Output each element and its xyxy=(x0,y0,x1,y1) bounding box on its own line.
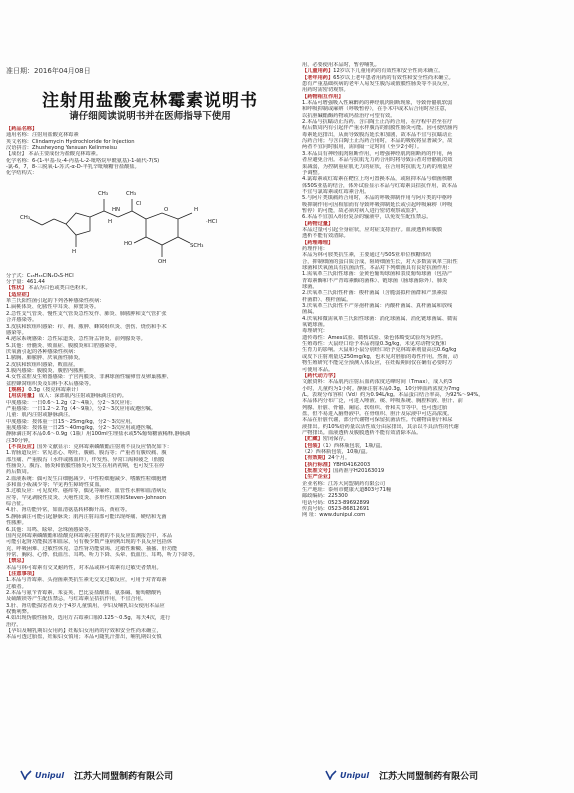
section-text: 国外文献显示：克林霉素磷酸酯注射剂不良反应情况如下： xyxy=(37,444,173,451)
logo-mark-icon-right xyxy=(325,770,337,780)
text-line: 4.女性盆腔及生殖器感染：子宫内膜炎、非淋球菌性输卵管及卵巢脓肿、 xyxy=(6,374,172,381)
text-line: 3.厌氧革兰氏阳性不产芽孢杆菌属：丙酸杆菌属、真杆菌属和放线 xyxy=(302,303,453,310)
text-line: 4.氯霉素或红霉素在靶位上均可置换本品，或阻抑本品与细菌核糖 xyxy=(302,176,453,183)
label-oh: OH xyxy=(158,258,167,265)
text-line: 儿童：肌内注射或静脉滴注。 xyxy=(6,412,74,419)
text-line: 4.肝、肾功能异常，如血清氨基转移酶升高、黄疸等。 xyxy=(6,507,131,514)
text-line: 1.胃肠道反应：常见恶心、呕吐、腹痛、腹泻等；严重者有腹绞痛、腹 xyxy=(6,450,167,457)
text-line: 1.需氧革兰氏阳性球菌：金黄色葡萄球菌和表皮葡萄球菌（包括产 xyxy=(302,271,453,278)
text-line: 3.肝、肾功能损害者及小于4岁儿童慎用，孕妇及哺乳妇女使用本品应 xyxy=(6,602,165,609)
company-name-right: 江苏大同盟制药有限公司 xyxy=(379,771,479,782)
text-line: 生产地址：泰州市健康大道803号71幢 xyxy=(302,487,392,494)
label-ch3-b: CH₃ xyxy=(126,190,136,197)
text-line: 英文名称：Clindamycin Hydrochloride for Injection xyxy=(6,138,135,145)
text-line: 遗传毒性：Ames试验、微核试验、染色体畸变试验均为阴性。 xyxy=(302,334,447,341)
text-line: 4.如出现伪膜性肠炎，选用万古霉素口服0.125～0.5g，每天4次，进行 xyxy=(6,615,171,622)
text-line: 液排出。约10%给药量以活性成分由尿排出，其余以不具活性的代谢 xyxy=(302,423,459,430)
section-heading: 【用法用量】 xyxy=(6,393,38,400)
text-line: 生殖毒性：大鼠经口给予本品剂量0.3g/kg，未见对动物交配和 xyxy=(302,341,447,348)
text-line: 果减弱，为控制重症肌无力的症状，在合用时抗肌无力药的剂量应 xyxy=(302,163,453,170)
text-line: 化学名称：6-(1-甲基-反-4-丙基-L-2-吡咯烷甲酰氨基)-1-硫代-7(S) xyxy=(6,157,160,164)
text-line: 菌属。 xyxy=(302,309,318,316)
text-line: 及硫酸镁等产生配伍禁忌，与红霉素呈拮抗作用，不宜合用。 xyxy=(6,596,147,603)
text-line: 网 址：www.dunipul.com xyxy=(302,512,366,519)
text-line: 中度感染：按体重一日15～25mg/kg，分2～3次应用。 xyxy=(6,418,136,425)
text-line: 两者不宜同时服用，需间隔一定时间（至少2小时）。 xyxy=(302,144,423,151)
text-line: 程后数周内有引起伴严重水样腹泻的假膜性肠炎可能。因可使结肠内 xyxy=(302,125,458,132)
section-heading: 【有效期】 xyxy=(302,455,328,462)
document-subtitle: 请仔细阅读说明书并在医师指导下使用 xyxy=(69,111,231,122)
text-line: 4.泌尿系统感染：急性尿道炎、急性肾盂肾炎、前列腺炎等。 xyxy=(6,336,146,343)
section-heading: 【药品名称】 xyxy=(6,126,38,132)
text-line: 物生殖研究不能完全预测人体反应，在妊娠期间仅在确有必要时方 xyxy=(302,360,453,367)
text-line: 体50S亚基的结合，体外试验显示本品与红霉素具拮抗作用，故本品 xyxy=(302,182,458,189)
text-line: 3.本品具有神经肌肉阻断作用，可增强神经肌肉阻断药的作用，两 xyxy=(302,150,453,157)
text-line: 患有严重基础疾病的老年人易发生腹泻或假膜性肠炎等不良反应， xyxy=(302,81,453,88)
text-line: 3.过敏反应：可见皮疹、瘙痒等，偶见荨麻疹、血管性水肿和血清病反 xyxy=(6,488,167,495)
text-line: 电话号码：0523-89692899 xyxy=(302,499,370,506)
company-name-left: 江苏大同盟制药有限公司 xyxy=(74,771,174,782)
text-line: 不宜与氯霉素或红霉素合用。 xyxy=(302,188,370,195)
label-h: H xyxy=(108,218,113,225)
text-line: 合，抑制细菌的蛋白质合成，阻碍细菌生长，对大多数需氧革兰阳性 xyxy=(302,258,458,265)
text-line: 杆菌群）、梭杆菌属。 xyxy=(302,296,352,303)
right-section xyxy=(302,62,570,519)
left-column xyxy=(6,126,296,641)
text-line: 盘，但不易进入脑脊液中。在骨组织、胆汁及尿液中可达高浓度。 xyxy=(302,410,453,417)
text-line: 治疗。 xyxy=(6,621,22,628)
text-line: 本品在肝脏代谢，部分代谢物可保留抗菌活性。代谢物由胆汁和尿 xyxy=(302,417,453,424)
text-line: 产物排出。血液透析及腹膜透析不能有效清除本品。 xyxy=(302,429,422,436)
text-line: 【成份】 本品主要成份为盐酸克林霉素。 xyxy=(6,151,102,158)
label-hcl: ·HCl xyxy=(206,218,218,225)
text-line: 文献资料：本品肌内注射后血药浓度达峰时间（Tmax），成人约3 xyxy=(302,379,453,386)
text-line: 权衡利弊。 xyxy=(6,608,32,615)
text-line: 邮政编码：225300 xyxy=(302,493,348,500)
text-line: 和呼吸抑制或麻痹（呼吸暂停），在手术中或术后合用时应注意， xyxy=(302,106,450,113)
text-line: 4.厌氧和微需氧革兰氏阳性球菌：消化球菌属、消化链球菌属、微需 xyxy=(302,315,458,322)
text-line: 合并感染等。 xyxy=(6,317,38,324)
text-line: 5.其他：骨髓炎、败血症、腹膜炎和口腔感染等。 xyxy=(6,342,120,349)
section-heading: 【药物过量】 xyxy=(302,220,334,227)
section-heading: 【注意事项】 xyxy=(6,570,38,577)
section-heading: 【药理毒理】 xyxy=(302,239,334,246)
text-line: 通用名称：注射用盐酸克林霉素 xyxy=(6,132,79,139)
section-text: YBH04162003 xyxy=(333,461,371,468)
text-line: 部压痛、严重腹泻（水样或脓血样），伴发热、异常口渴和疲乏（假膜 xyxy=(6,456,165,463)
section-heading: 【适应症】 xyxy=(6,291,32,298)
text-line: 企业名称：江苏大同盟制药有限公司 xyxy=(302,480,386,487)
text-line: 异常、胸闷、心悸、低血压、耳鸣、听力下降、头晕、低血压、耳鸣，听力下降等。 xyxy=(6,551,198,558)
text-line: 本品可透过胎盘，妊娠妇女慎用；本品可随乳汁排出，哺乳期妇女慎 xyxy=(6,634,162,641)
text-line: 1.扁桃体炎、化脓性中耳炎、鼻窦炎等。 xyxy=(6,304,100,311)
text-line: 列腺、肝脏、骨骼、阑尾、软组织、骨和关节等中，也可透过胎 xyxy=(302,404,448,411)
logo-text: Unipul xyxy=(35,770,65,780)
text-line: 汉语拼音：Zhusheyong Yansuan Kelinmeisu xyxy=(6,145,117,152)
text-line: 1.脓胸、肺脓肿、厌氧菌性肺炎。 xyxy=(6,355,84,362)
text-line: 中度感染：一日0.6～1.2g（2～4瓶），分2～3次应用； xyxy=(6,399,135,406)
section-text: 本品为白色或类白色粉末。 xyxy=(26,285,91,292)
footer-right xyxy=(325,767,565,783)
text-line: 可能引起肾功能损害和血尿，另有极少数严重病例出现的不良反应包括休 xyxy=(6,539,173,546)
text-line: 青霉素酶和不产青霉素酶的菌株）、链球菌（肠球菌除外）、肺炎 xyxy=(302,277,448,284)
section-text: 国药准字H20163019 xyxy=(333,468,385,474)
section-heading: 【规格】 xyxy=(6,386,27,393)
text-line: 应等，罕见剥脱性皮炎、大疱性皮炎、多形性红斑和Steven-Johnson xyxy=(6,494,166,501)
text-line: 6.本品不宜加入组份复杂的输液中，以免发生配伍禁忌。 xyxy=(302,214,432,221)
section-heading: 【性状】 xyxy=(6,285,27,292)
chemical-structure xyxy=(6,179,296,271)
text-line: 3.皮肤和软组织感染：疖、痈、脓肿、蜂窝组织炎、创伤、烧伤和手术 xyxy=(6,323,167,330)
text-line: 静脉滴注时本品0.6～0.9g（1瓶）用100ml生理盐水或5%葡萄糖液稀释,静脉滴 xyxy=(6,431,191,438)
left-section-a xyxy=(6,126,296,170)
section-text: 0.3g（按克林霉素计） xyxy=(26,386,82,393)
text-line: 厌氧菌引起的各种感染性疾病： xyxy=(6,348,79,355)
company-logo xyxy=(20,770,64,780)
label-ho: HO xyxy=(124,240,133,247)
text-line: 注30分钟。 xyxy=(6,437,34,444)
section-text: 12岁以下儿童用药的有效性和安全性尚未确立。 xyxy=(333,68,444,75)
section-text: 65岁以上老年患者用药的有效性和安全性尚未确立。 xyxy=(333,74,454,81)
label-ch3-a: CH₃ xyxy=(98,190,108,197)
structure-caption: 化学结构式： xyxy=(6,170,38,177)
text-line: 感染等。 xyxy=(6,329,27,336)
text-line: 5.与阿片类镇痛药合用时，本品的呼吸抑制作用与阿片类的中枢呼 xyxy=(302,195,453,202)
text-line: （2）西林瓶包装，10瓶/盒。 xyxy=(302,448,371,455)
text-line: 本品体内分布广泛，可进入唾液、痰、呼吸系统、胸腔积液、胆汁、前 xyxy=(302,398,463,405)
document-title: 注射用盐酸克林霉素说明书 xyxy=(42,91,258,111)
text-line: 药理作用： xyxy=(302,245,328,252)
text-line: 综合征。 xyxy=(6,501,27,508)
text-line: 分子式：C₁₈H₃₃ClN₂O₅S·HCl xyxy=(6,272,74,279)
text-line: 2.血液系统：偶可发生白细胞减少、中性粒细胞减少、嗜酸性粒细胞增 xyxy=(6,475,167,482)
text-line: 【孕妇及哺乳期妇女用药】妊娠妇女用药的疗效和安全性尚未确立， xyxy=(6,628,162,634)
section-heading: 【儿童用药】 xyxy=(302,68,334,75)
text-line: 1.本品可增强吸入性麻醉药的神经肌肉阻断现象，导致骨骼肌软弱 xyxy=(302,100,453,107)
label-sch3: SCH₃ xyxy=(190,242,204,249)
text-line: 药后数周。 xyxy=(6,469,32,476)
text-line: 国内克林霉素磷酸酯和盐酸克林霉素注射剂的不良反应监测报告中，本品 xyxy=(6,532,173,539)
section-text: （1）西林瓶包装，1瓶/盒。 xyxy=(322,442,386,449)
text-line: 过敏者。 xyxy=(6,583,27,590)
text-line: 2.本品与氨苄青霉素、苯妥英、巴比妥盐酸盐、氨茶碱、葡萄糖酸钙 xyxy=(6,589,162,596)
section-text: 密闭保存。 xyxy=(322,436,349,443)
text-line: 用，必要使用本品时，暂停哺乳。 xyxy=(302,62,380,68)
section-heading: 【贮藏】 xyxy=(302,436,323,443)
label-ch3-c: CH₃ xyxy=(20,214,30,221)
left-section-b xyxy=(6,273,296,641)
text-line: 可使用本品。 xyxy=(302,366,334,373)
label-o: O xyxy=(164,206,169,213)
section-heading: 【包装】 xyxy=(302,442,323,449)
text-line: 多和血小板减少等；罕见再生障碍性贫血。 xyxy=(6,482,105,489)
text-line: 3.腹内感染：腹膜炎、腹腔内脓肿。 xyxy=(6,367,89,374)
section-heading: 【执行标准】 xyxy=(302,461,334,468)
company-logo-right xyxy=(325,770,369,780)
text-line: 5.静脉滴注可能引起静脉炎；肌内注射局部可能出现疼痛、硬结和无菌 xyxy=(6,513,167,520)
text-line: 2.本品与抗蠕动止泻药、含白陶土止泻药合用，在疗程中甚至在疗 xyxy=(302,119,453,126)
section-heading: 【生产企业】 xyxy=(302,474,334,481)
text-line: 泻药合用；与含白陶土止泻药合用时，本品的吸收将显著减少，故 xyxy=(302,138,453,145)
text-line: 本品过量可引起全身症状，应对症支持治疗。血液透析和腹膜 xyxy=(302,226,443,233)
text-line: 2.急性支气管炎、慢性支气管炎急性发作、肺炎、肺脓肿和支气管扩张 xyxy=(6,310,167,317)
text-line: 本品为林可胺类抗生素，主要通过与50S亚单位核糖体结 xyxy=(302,252,432,259)
text-line: 克、呼吸困难、过敏性休克、急性肾功能衰竭、过敏性紫癜、抽搐、肝功能 xyxy=(6,545,178,552)
text-line: 性肠炎）。腹泻、肠炎和假膜性肠炎可发生在用药初期，也可发生在停 xyxy=(6,463,165,470)
text-line: 予调整。 xyxy=(302,169,323,176)
text-line: 严重感染：一日1.2～2.7g（4～9瓶），分2～3次应用或遵医嘱。 xyxy=(6,405,156,412)
text-line: 球菌。 xyxy=(302,284,318,291)
text-line: 性脓肿。 xyxy=(6,520,27,527)
text-line: 传真号码：0523-86812691 xyxy=(302,506,370,513)
text-line: 毒理研究： xyxy=(302,328,328,335)
section-heading: 【老年用药】 xyxy=(302,74,334,81)
structure-diagram xyxy=(6,179,296,271)
right-column xyxy=(302,62,570,519)
text-line: -氯-6，7，8-三脱氧-L-苏式-α-D-半乳辛吡喃糖苷盐酸盐。 xyxy=(6,164,140,171)
text-line: 重度感染：按体重一日25～40mg/kg，分2～3次应用或遵医嘱。 xyxy=(6,425,157,431)
label-cl: Cl xyxy=(136,200,142,207)
text-line: 小时，儿童约为1小时。静脉注射本品0.3g，10分钟血药浓度为7mg xyxy=(302,385,460,392)
text-line: 盆腔蜂窝组织炎及妇科手术后感染等。 xyxy=(6,380,95,387)
logo-mark-icon xyxy=(20,770,32,780)
footer-left xyxy=(20,767,290,783)
text-line: 以抗胆碱酯酶药物或钙盐治疗可望有效。 xyxy=(302,112,396,119)
text-line: 本品与林可霉素有交叉耐药性，对本品或林可霉素有过敏史者禁用。 xyxy=(6,564,162,571)
section-heading: 【药代动力学】 xyxy=(302,372,339,379)
text-line: 分子量：461.44 xyxy=(6,279,45,286)
text-line: /L。表观分布容积（Vd）约为0.94L/kg。本品蛋白结合率高，为92%～94%。 xyxy=(302,391,484,398)
section-text: 24个月。 xyxy=(327,455,351,462)
section-heading: 【禁忌】 xyxy=(6,558,27,565)
text-line: 1.本品与青霉素、头孢菌素类抗生素无交叉过敏反应，可用于对青霉素 xyxy=(6,577,167,584)
text-line: 吸抑制作用可因相加而有导致呼吸抑制延长或引起呼吸麻痹（呼吸 xyxy=(302,201,453,208)
text-line: 生育力的影响。大鼠和小鼠分别经口给予克林霉素剂量高达0.6g/kg xyxy=(302,347,457,354)
section-heading: 【药物相互作用】 xyxy=(302,93,344,100)
text-line: 透析不能有效清除。 xyxy=(302,233,349,240)
section-heading: 【不良反应】 xyxy=(6,444,38,451)
text-line: 革兰氏阳性菌引起的下列各种感染性疾病： xyxy=(6,298,105,305)
text-line: 2.厌氧革兰氏阳性杆菌：梭杆菌属（含脆弱拟杆菌群和产黑素拟 xyxy=(302,290,448,297)
text-line: 毒素延迟排出，从而导致腹泻延长和加剧，故本品不宜与抗蠕动止 xyxy=(302,131,453,138)
text-line: 2.皮肤和软组织感染、败血症。 xyxy=(6,361,79,368)
label-hn: HN xyxy=(112,206,121,213)
label-h-c: H xyxy=(194,206,199,213)
text-line: 用药时需密切观察。 xyxy=(302,87,349,94)
label-h-b: H xyxy=(72,248,77,255)
text-line: 者应避免合用。本品与抗肌无力药合用时将导致后者对骨骼肌的效 xyxy=(302,157,453,164)
text-line: 6.其他：耳鸣、眩晕、念珠菌感染等。 xyxy=(6,526,94,533)
text-line: 氧链球菌。 xyxy=(302,322,328,329)
logo-text-right: Unipul xyxy=(340,770,370,780)
text-line: 球菌和厌氧菌具有抗菌活性。本品对下列细菌具有良好抗菌作用： xyxy=(302,265,453,271)
section-text: 成人：深部肌内注射或静脉滴注给药。 xyxy=(37,393,127,400)
text-line: 或皮下注射剂量达250mg/kg，也未见对胚胎的毒性作用。然而，动 xyxy=(302,353,458,360)
revision-date: 准日期：2016年04月08日 xyxy=(6,67,91,75)
text-line: 暂停）的可能，故必须对病人进行密切观察或监护。 xyxy=(302,207,422,214)
section-heading: 【批准文号】 xyxy=(302,468,334,474)
